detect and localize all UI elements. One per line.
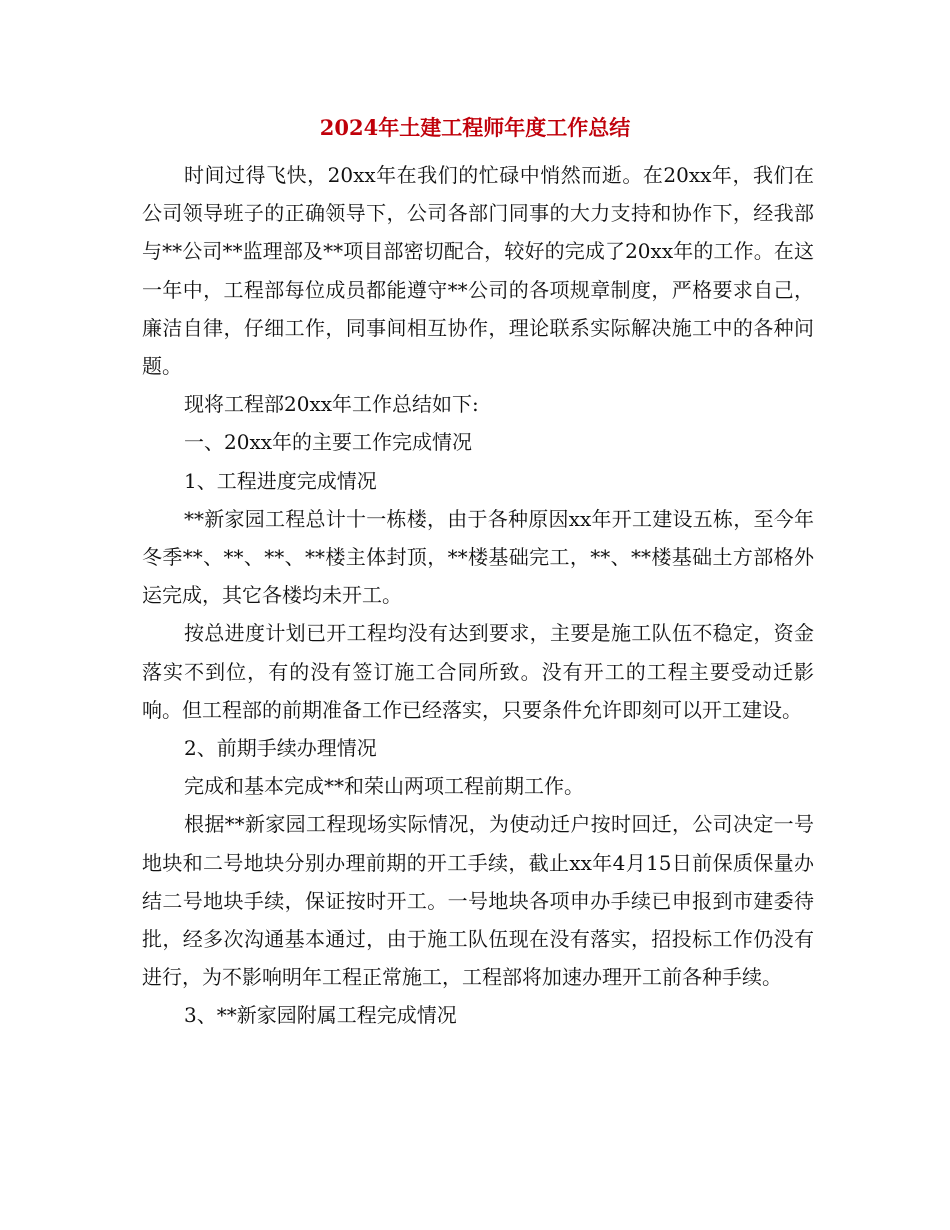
paragraph-summary-lead: 现将工程部20xx年工作总结如下:: [184, 392, 479, 417]
document-body: [142, 156, 814, 1035]
paragraph-progress-analysis: 按总进度计划已开工程均没有达到要求，主要是施工队伍不稳定，资金落实不到位，有的没有签订施工合同所致。没有开工的工程主要受动迁影响。但工程部的前期准备工作已经落实，只要条件允许即刻可以开工建设。: [142, 621, 814, 722]
paragraph-progress-detail: **新家园工程总计十一栋楼，由于各种原因xx年开工建设五栋，至今年冬季**、**、**、**楼主体封顶，**楼基础完工，**、**楼基础土方部格外运完成，其它各楼均未开工。: [142, 506, 814, 608]
paragraph-intro: 时间过得飞快，20xx年在我们的忙碌中悄然而逝。在20xx年，我们在公司领导班子的正确领导下，公司各部门同事的大力支持和协作下，经我部与**公司**监理部及**项目部密切配合，较好的完成了20xx年的工作。在这一年中，工程部每位成员都能遵守**公司的各项规章制度，严格要求自己，廉洁自律，仔细工作，同事间相互协作，理论联系实际解决施工中的各种问题。: [142, 163, 814, 379]
subheading-auxiliary-works: 3、**新家园附属工程完成情况: [184, 1003, 457, 1028]
document-title: 2024年土建工程师年度工作总结: [319, 115, 631, 140]
paragraph-procedures-detail: 根据**新家园工程现场实际情况，为使动迁户按时回迁，公司决定一号地块和二号地块分别办理前期的开工手续，截止xx年4月15日前保质保量办结二号地块手续，保证按时开工。一号地块各项申办手续已申报到市建委待批，经多次沟通基本通过，由于施工队伍现在没有落实，招投标工作仍没有进行，为不影响明年工程正常施工，工程部将加速办理开工前各种手续。: [142, 812, 814, 990]
paragraph-procedures-summary: 完成和基本完成**和荣山两项工程前期工作。: [184, 774, 584, 799]
subheading-preliminary-procedures: 2、前期手续办理情况: [184, 736, 377, 761]
subheading-progress: 1、工程进度完成情况: [184, 468, 377, 493]
section-heading-main-work: 一、20xx年的主要工作完成情况: [184, 430, 473, 455]
